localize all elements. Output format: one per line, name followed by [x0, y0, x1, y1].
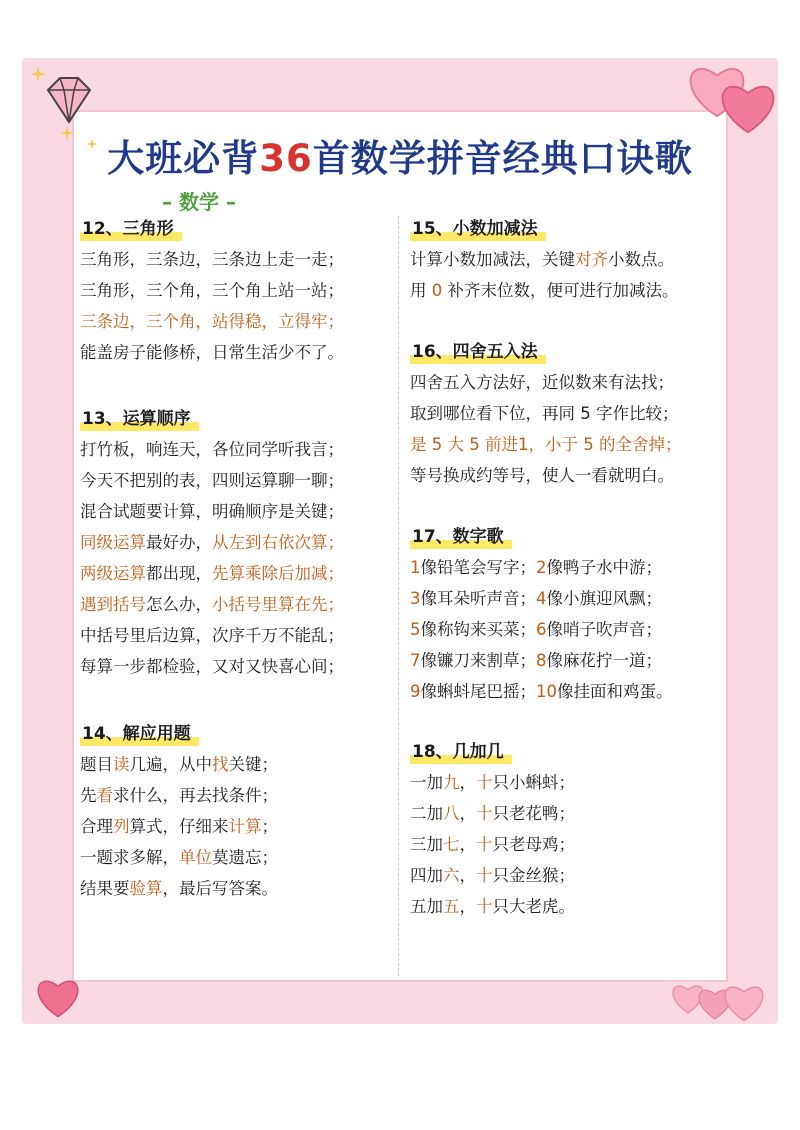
verse-text: 合理	[80, 817, 113, 836]
verse-text: ，	[459, 835, 476, 854]
section-18	[410, 737, 726, 922]
verse-line	[80, 651, 396, 682]
verse-text: ，	[459, 897, 476, 916]
highlighted-text: 验算	[129, 879, 163, 898]
highlighted-text: 从左到右依次算；	[212, 533, 344, 552]
section-lines	[410, 552, 726, 707]
verse-text: 题目	[80, 755, 113, 774]
verse-line	[80, 780, 396, 811]
highlighted-text: 十	[476, 804, 493, 823]
highlighted-text: 小括号里算在先；	[212, 595, 344, 614]
highlighted-text: 1	[410, 558, 421, 577]
verse-text: 最好办，	[146, 533, 212, 552]
verse-line	[80, 527, 396, 558]
verse-line	[410, 676, 726, 707]
highlighted-text: 0	[431, 281, 443, 300]
verse-text: 每算一步都检验，又对又快喜心间；	[80, 657, 344, 676]
highlighted-text: 两级运算	[80, 564, 146, 583]
sparkle-icon	[30, 66, 46, 82]
verse-text: 三角形，三条边，三条边上走一走；	[80, 250, 344, 269]
verse-text: 只小蝌蚪；	[492, 773, 575, 792]
verse-text: 混合试题要计算，明确顺序是关键；	[80, 502, 344, 521]
highlighted-text: 是 5 大 5 前进1，小于 5 的全舍掉；	[410, 435, 682, 454]
heart-icon	[722, 982, 766, 1022]
verse-line	[410, 460, 726, 491]
verse-text: 中括号里后边算，次序千万不能乱；	[80, 626, 344, 645]
highlighted-text: 十	[476, 897, 493, 916]
section-title: 18、几加几	[410, 737, 506, 767]
verse-text: 像称钩来买菜；	[420, 620, 536, 639]
section-15	[410, 214, 726, 306]
highlighted-text: 3	[410, 589, 421, 608]
verse-text: 像小旗迎风飘；	[546, 589, 662, 608]
verse-line	[80, 620, 396, 651]
verse-text: ，	[459, 866, 476, 885]
section-title: 15、小数加减法	[410, 214, 540, 244]
verse-line	[410, 275, 726, 306]
section-lines	[80, 749, 396, 904]
verse-text: 四加	[410, 866, 443, 885]
verse-text: ，最后写答案。	[162, 879, 278, 898]
highlighted-text: 九	[443, 773, 460, 792]
highlighted-text: 8	[536, 651, 547, 670]
title-number: 36	[259, 137, 313, 180]
highlighted-text: 单位	[179, 848, 212, 867]
verse-line	[80, 306, 396, 337]
highlighted-text: 六	[443, 866, 460, 885]
verse-line	[80, 558, 396, 589]
verse-text: 补齐末位数，便可进行加减法。	[442, 281, 679, 300]
title-part1: 大班必背	[107, 137, 260, 180]
highlighted-text: 五	[443, 897, 460, 916]
verse-line	[410, 429, 726, 460]
verse-text: 像挂面和鸡蛋。	[557, 682, 673, 701]
verse-text: 五加	[410, 897, 443, 916]
section-lines	[80, 244, 396, 368]
verse-line	[410, 829, 726, 860]
verse-text: 取到哪位看下位，再同 5 字作比较；	[410, 404, 679, 423]
verse-line	[80, 434, 396, 465]
verse-line	[80, 811, 396, 842]
highlighted-text: 5	[410, 620, 421, 639]
highlighted-text: 十	[476, 773, 493, 792]
verse-text: 三角形，三个角，三个角上站一站；	[80, 281, 344, 300]
section-lines	[410, 767, 726, 922]
highlighted-text: 9	[410, 682, 421, 701]
highlighted-text: 遇到括号	[80, 595, 146, 614]
verse-text: 像哨子吹声音；	[546, 620, 662, 639]
verse-line	[80, 589, 396, 620]
verse-text: 算式，仔细来	[129, 817, 229, 836]
section-16	[410, 337, 726, 491]
left-column	[80, 214, 396, 904]
verse-text: 结果要	[80, 879, 130, 898]
verse-text: 四舍五入方法好，近似数来有法找；	[410, 373, 674, 392]
highlighted-text: 7	[410, 651, 421, 670]
verse-line	[80, 465, 396, 496]
verse-line	[80, 496, 396, 527]
verse-text: 打竹板，响连天，各位同学听我言；	[80, 440, 344, 459]
section-title: 13、运算顺序	[80, 404, 193, 434]
verse-text: 像鸭子水中游；	[546, 558, 662, 577]
highlighted-text: 4	[536, 589, 547, 608]
subtitle: – 数学 –	[162, 190, 236, 214]
verse-text: 怎么办，	[146, 595, 212, 614]
verse-text: 只老花鸭；	[492, 804, 575, 823]
highlighted-text: 三条边，三个角，站得稳，立得牢；	[80, 312, 344, 331]
right-column	[410, 214, 726, 922]
verse-text: 像耳朵听声音；	[420, 589, 536, 608]
verse-text: ；	[261, 817, 278, 836]
verse-line	[80, 873, 396, 904]
section-12	[80, 214, 396, 368]
verse-text: 只老母鸡；	[492, 835, 575, 854]
section-13	[80, 404, 396, 682]
highlighted-text: 计算	[228, 817, 262, 836]
verse-text: 今天不把别的表，四则运算聊一聊；	[80, 471, 344, 490]
highlighted-text: 同级运算	[80, 533, 146, 552]
highlighted-text: 列	[113, 817, 130, 836]
verse-text: 一加	[410, 773, 443, 792]
verse-line	[410, 552, 726, 583]
verse-text: 一题求多解，	[80, 848, 179, 867]
verse-text: 像蝌蚪尾巴摇；	[420, 682, 536, 701]
verse-text: 关键；	[228, 755, 278, 774]
verse-text: 像铅笔会写字；	[420, 558, 536, 577]
section-title: 12、三角形	[80, 214, 176, 244]
highlighted-text: 十	[476, 835, 493, 854]
verse-text: 等号换成约等号，使人一看就明白。	[410, 466, 674, 485]
highlighted-text: 6	[536, 620, 547, 639]
section-14	[80, 719, 396, 904]
verse-text: 二加	[410, 804, 443, 823]
column-divider	[398, 216, 399, 976]
verse-line	[410, 798, 726, 829]
verse-text: 三加	[410, 835, 443, 854]
section-lines	[410, 244, 726, 306]
verse-text: 先	[80, 786, 97, 805]
heart-icon	[34, 976, 82, 1018]
verse-text: ，	[459, 804, 476, 823]
verse-line	[80, 337, 396, 368]
verse-text: 几遍，从中	[129, 755, 212, 774]
verse-text: 计算小数加减法，关键	[410, 250, 575, 269]
verse-line	[410, 583, 726, 614]
verse-text: 像麻花拧一道；	[546, 651, 662, 670]
section-17	[410, 522, 726, 707]
highlighted-text: 读	[113, 755, 130, 774]
section-lines	[410, 367, 726, 491]
highlighted-text: 七	[443, 835, 460, 854]
highlighted-text: 2	[536, 558, 547, 577]
verse-text: 能盖房子能修桥，日常生活少不了。	[80, 343, 344, 362]
verse-text: 只大老虎。	[492, 897, 575, 916]
section-title: 16、四舍五入法	[410, 337, 540, 367]
verse-text: 都出现，	[146, 564, 212, 583]
section-title: 17、数字歌	[410, 522, 506, 552]
verse-line	[410, 367, 726, 398]
section-title: 14、解应用题	[80, 719, 193, 749]
page-title	[76, 128, 724, 182]
verse-text: 求什么，再去找条件；	[113, 786, 278, 805]
highlighted-text: 找	[212, 755, 229, 774]
verse-line	[80, 749, 396, 780]
verse-line	[80, 275, 396, 306]
verse-line	[80, 244, 396, 275]
verse-line	[410, 398, 726, 429]
verse-text: ，	[459, 773, 476, 792]
sparkle-icon	[60, 126, 74, 140]
verse-line	[410, 860, 726, 891]
verse-line	[410, 614, 726, 645]
highlighted-text: 对齐	[575, 250, 608, 269]
highlighted-text: 看	[96, 786, 113, 805]
highlighted-text: 先算乘除后加减；	[212, 564, 344, 583]
verse-line	[410, 891, 726, 922]
verse-line	[410, 767, 726, 798]
highlighted-text: 八	[443, 804, 460, 823]
title-part2: 首数学拼音经典口诀歌	[312, 137, 693, 180]
highlighted-text: 十	[476, 866, 493, 885]
section-lines	[80, 434, 396, 682]
verse-line	[80, 842, 396, 873]
verse-line	[410, 244, 726, 275]
highlighted-text: 10	[536, 682, 557, 701]
verse-text: 莫遗忘；	[212, 848, 278, 867]
verse-line	[410, 645, 726, 676]
verse-text: 只金丝猴；	[492, 866, 575, 885]
verse-text: 用	[410, 281, 432, 300]
heart-icon	[718, 80, 778, 134]
verse-text: 小数点。	[608, 250, 674, 269]
verse-text: 像镰刀来割草；	[420, 651, 536, 670]
